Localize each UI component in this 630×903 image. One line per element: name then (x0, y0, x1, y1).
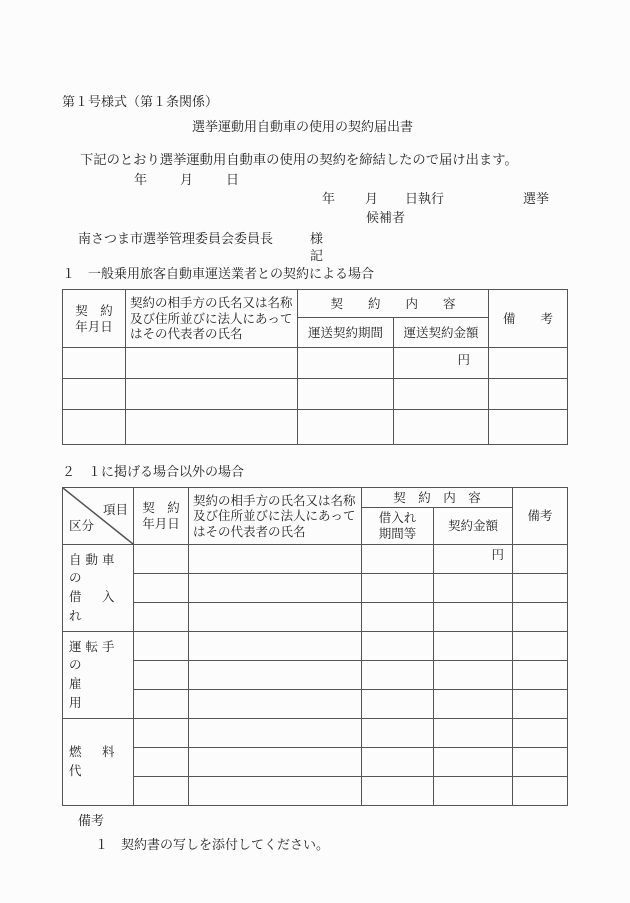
date-cell[interactable] (134, 632, 189, 661)
period-cell[interactable] (362, 719, 434, 748)
addressee: 南さつま市選挙管理委員会委員長 (78, 232, 274, 247)
header-borrow-period: 借入れ 期間等 (362, 508, 434, 545)
form-number: 第１号様式（第１条関係） (62, 95, 219, 110)
remarks-cell[interactable] (513, 719, 568, 748)
date-cell[interactable] (134, 719, 189, 748)
header-division: 区分 (69, 518, 95, 534)
note-item: １ 契約書の写しを添付してください。 (95, 838, 330, 853)
submission-day: 日 (226, 173, 240, 188)
header-remarks: 備 考 (489, 290, 568, 348)
date-cell[interactable] (63, 410, 126, 445)
party-cell[interactable] (189, 545, 362, 574)
amount-cell[interactable] (434, 690, 513, 719)
section1-table (62, 289, 568, 445)
period-cell[interactable] (298, 379, 394, 410)
honorific: 様 (310, 232, 324, 247)
date-cell[interactable] (63, 379, 126, 410)
category-fuel-cost: 燃 料 代 (63, 719, 134, 806)
section2-heading: ２ １に掲げる場合以外の場合 (62, 465, 245, 480)
header-remarks: 備考 (513, 488, 568, 545)
date-cell[interactable] (134, 603, 189, 632)
table-row (63, 348, 568, 379)
date-cell[interactable] (134, 545, 189, 574)
party-cell[interactable] (126, 379, 298, 410)
party-cell[interactable] (126, 410, 298, 445)
table-row (63, 719, 568, 748)
period-cell[interactable] (362, 748, 434, 777)
yen-unit: 円 (491, 547, 505, 562)
period-cell[interactable] (362, 632, 434, 661)
amount-cell[interactable] (434, 632, 513, 661)
party-cell[interactable] (189, 777, 362, 806)
yen-unit: 円 (457, 352, 471, 367)
table-row (63, 545, 568, 574)
period-cell[interactable] (298, 410, 394, 445)
remarks-cell[interactable] (513, 545, 568, 574)
period-cell[interactable] (362, 690, 434, 719)
table-row (63, 574, 568, 603)
amount-cell[interactable] (434, 719, 513, 748)
amount-cell[interactable] (434, 545, 513, 574)
header-contract-date: 契 約 年月日 (63, 290, 126, 348)
remarks-cell[interactable] (513, 748, 568, 777)
remarks-cell[interactable] (513, 690, 568, 719)
remarks-cell[interactable] (513, 603, 568, 632)
period-cell[interactable] (362, 603, 434, 632)
election-month: 月 (365, 192, 379, 207)
header-contract-content: 契 約 内 容 (298, 290, 489, 318)
document-title: 選挙運動用自動車の使用の契約届出書 (192, 120, 414, 135)
date-cell[interactable] (134, 748, 189, 777)
party-cell[interactable] (189, 661, 362, 690)
header-item: 項目 (102, 502, 128, 517)
period-cell[interactable] (362, 574, 434, 603)
remarks-cell[interactable] (513, 777, 568, 806)
amount-cell[interactable] (434, 748, 513, 777)
header-contract-amount: 契約金額 (434, 508, 513, 545)
table-row (63, 777, 568, 806)
amount-cell[interactable] (394, 410, 489, 445)
submission-year: 年 (134, 173, 148, 188)
header-counterparty: 契約の相手方の氏名又は名称及び住所並びに法人にあってはその代表者の氏名 (126, 290, 298, 348)
party-cell[interactable] (189, 748, 362, 777)
election-year: 年 (322, 192, 336, 207)
party-cell[interactable] (189, 632, 362, 661)
section1-heading: １ 一般乗用旅客自動車運送業者との契約による場合 (62, 267, 375, 282)
table-row (63, 690, 568, 719)
party-cell[interactable] (189, 603, 362, 632)
election-label: 選挙 (523, 192, 550, 207)
remarks-cell[interactable] (489, 410, 568, 445)
party-cell[interactable] (189, 719, 362, 748)
table-row (63, 661, 568, 690)
remarks-cell[interactable] (513, 574, 568, 603)
remarks-cell[interactable] (489, 348, 568, 379)
header-transport-amount: 運送契約金額 (394, 318, 489, 348)
category-driver-employment: 運転手の 雇 用 (63, 632, 134, 719)
section2-table (62, 487, 568, 806)
period-cell[interactable] (362, 661, 434, 690)
table-row (63, 410, 568, 445)
header-contract-content: 契 約 内 容 (362, 488, 513, 508)
remarks-cell[interactable] (513, 632, 568, 661)
date-cell[interactable] (134, 777, 189, 806)
ki-label: 記 (310, 249, 324, 264)
amount-cell[interactable] (434, 574, 513, 603)
party-cell[interactable] (126, 348, 298, 379)
table-row (63, 748, 568, 777)
category-car-rental: 自動車の 借 入 れ (63, 545, 134, 632)
period-cell[interactable] (362, 777, 434, 806)
header-contract-date: 契 約 年月日 (134, 488, 189, 545)
amount-cell[interactable] (434, 777, 513, 806)
date-cell[interactable] (134, 661, 189, 690)
amount-cell[interactable] (434, 603, 513, 632)
header-counterparty: 契約の相手方の氏名又は名称及び住所並びに法人にあってはその代表者の氏名 (189, 488, 362, 545)
submission-month: 月 (180, 173, 194, 188)
amount-cell[interactable] (394, 379, 489, 410)
period-cell[interactable] (362, 545, 434, 574)
remarks-cell[interactable] (513, 661, 568, 690)
period-cell[interactable] (298, 348, 394, 379)
date-cell[interactable] (63, 348, 126, 379)
table-row (63, 632, 568, 661)
date-cell[interactable] (134, 690, 189, 719)
amount-cell[interactable] (434, 661, 513, 690)
intro-text: 下記のとおり選挙運動用自動車の使用の契約を締結したので届け出ます。 (80, 153, 518, 168)
amount-cell[interactable] (394, 348, 489, 379)
party-cell[interactable] (189, 690, 362, 719)
table-row (63, 603, 568, 632)
party-cell[interactable] (189, 574, 362, 603)
election-day-exec: 日執行 (405, 192, 445, 207)
date-cell[interactable] (134, 574, 189, 603)
header-item-division (63, 488, 134, 545)
notes-heading: 備考 (78, 814, 105, 829)
remarks-cell[interactable] (489, 379, 568, 410)
table-row (63, 379, 568, 410)
header-transport-period: 運送契約期間 (298, 318, 394, 348)
candidate-label: 候補者 (366, 211, 406, 226)
